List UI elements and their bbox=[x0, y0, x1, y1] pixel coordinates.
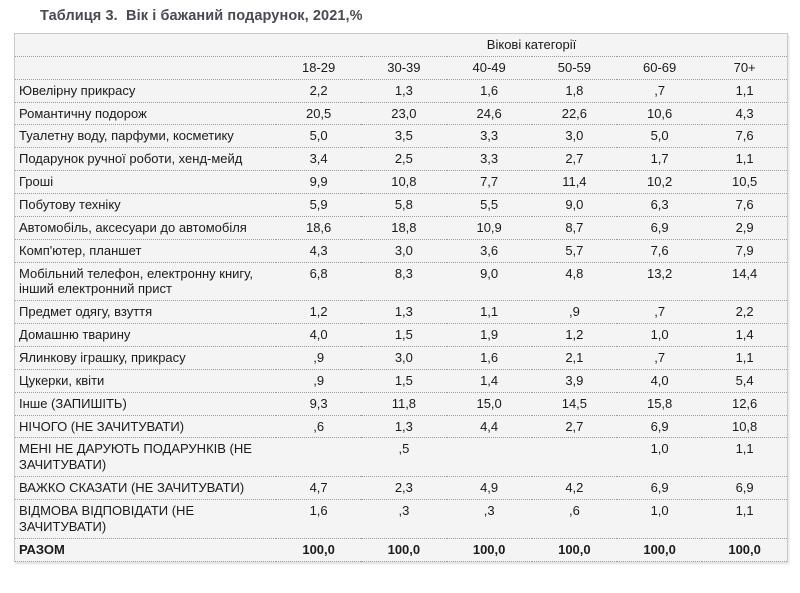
value-cell: 4,3 bbox=[276, 239, 361, 262]
value-cell: 3,0 bbox=[361, 347, 446, 370]
value-cell bbox=[447, 438, 532, 477]
value-cell: 4,4 bbox=[447, 415, 532, 438]
value-cell: 14,4 bbox=[702, 262, 787, 301]
value-cell: 6,9 bbox=[702, 477, 787, 500]
row-label: Цукерки, квіти bbox=[15, 369, 277, 392]
value-cell: ,7 bbox=[617, 79, 702, 102]
row-label: Побутову техніку bbox=[15, 194, 277, 217]
table-body bbox=[15, 79, 788, 561]
value-cell: 1,0 bbox=[617, 500, 702, 539]
value-cell: ,9 bbox=[276, 347, 361, 370]
row-label: Туалетну воду, парфуми, косметику bbox=[15, 125, 277, 148]
value-cell: 2,9 bbox=[702, 216, 787, 239]
value-cell: 18,8 bbox=[361, 216, 446, 239]
table-row bbox=[15, 538, 788, 561]
value-cell: 6,9 bbox=[617, 477, 702, 500]
table-row bbox=[15, 148, 788, 171]
value-cell: ,6 bbox=[532, 500, 617, 539]
table-header bbox=[15, 34, 788, 80]
table-row bbox=[15, 171, 788, 194]
value-cell: 7,7 bbox=[447, 171, 532, 194]
value-cell: 1,6 bbox=[447, 347, 532, 370]
value-cell: 2,1 bbox=[532, 347, 617, 370]
value-cell: 100,0 bbox=[617, 538, 702, 561]
value-cell: 2,2 bbox=[702, 301, 787, 324]
value-cell: 1,1 bbox=[702, 438, 787, 477]
value-cell: 1,5 bbox=[361, 324, 446, 347]
value-cell: 5,4 bbox=[702, 369, 787, 392]
table-row bbox=[15, 262, 788, 301]
value-cell: 18,6 bbox=[276, 216, 361, 239]
row-label: Автомобіль, аксесуари до автомобіля bbox=[15, 216, 277, 239]
value-cell: 3,0 bbox=[532, 125, 617, 148]
value-cell: 4,7 bbox=[276, 477, 361, 500]
value-cell: 1,3 bbox=[361, 415, 446, 438]
value-cell: 6,9 bbox=[617, 216, 702, 239]
table-row bbox=[15, 477, 788, 500]
value-cell: 7,6 bbox=[702, 194, 787, 217]
value-cell: 1,9 bbox=[447, 324, 532, 347]
value-cell: ,3 bbox=[361, 500, 446, 539]
value-cell: 5,0 bbox=[617, 125, 702, 148]
value-cell: 10,2 bbox=[617, 171, 702, 194]
value-cell: 3,6 bbox=[447, 239, 532, 262]
value-cell: 9,3 bbox=[276, 392, 361, 415]
value-cell: 5,0 bbox=[276, 125, 361, 148]
column-header: 40-49 bbox=[447, 56, 532, 79]
value-cell: 1,4 bbox=[702, 324, 787, 347]
value-cell: ,9 bbox=[532, 301, 617, 324]
value-cell: ,6 bbox=[276, 415, 361, 438]
column-header: 30-39 bbox=[361, 56, 446, 79]
row-label: МЕНІ НЕ ДАРУЮТЬ ПОДАРУНКІВ (НЕ ЗАЧИТУВАТИ) bbox=[15, 438, 277, 477]
value-cell: 3,5 bbox=[361, 125, 446, 148]
row-label: Ювелірну прикрасу bbox=[15, 79, 277, 102]
value-cell: 13,2 bbox=[617, 262, 702, 301]
column-header-row bbox=[15, 56, 788, 79]
row-label: Комп'ютер, планшет bbox=[15, 239, 277, 262]
row-label: Ялинкову іграшку, прикрасу bbox=[15, 347, 277, 370]
table-row bbox=[15, 102, 788, 125]
value-cell: 100,0 bbox=[702, 538, 787, 561]
value-cell: 5,8 bbox=[361, 194, 446, 217]
value-cell: 6,8 bbox=[276, 262, 361, 301]
table-row bbox=[15, 216, 788, 239]
row-label-header-empty bbox=[15, 56, 277, 79]
value-cell: 8,7 bbox=[532, 216, 617, 239]
row-label: Предмет одягу, взуття bbox=[15, 301, 277, 324]
value-cell: 11,4 bbox=[532, 171, 617, 194]
row-label: Домашню тварину bbox=[15, 324, 277, 347]
table-row bbox=[15, 239, 788, 262]
value-cell: ,9 bbox=[276, 369, 361, 392]
value-cell: 7,9 bbox=[702, 239, 787, 262]
value-cell: 6,3 bbox=[617, 194, 702, 217]
value-cell: 2,2 bbox=[276, 79, 361, 102]
table-row bbox=[15, 125, 788, 148]
value-cell: 100,0 bbox=[532, 538, 617, 561]
table-row bbox=[15, 438, 788, 477]
column-header: 70+ bbox=[702, 56, 787, 79]
group-header-row bbox=[15, 34, 788, 57]
value-cell: 10,8 bbox=[702, 415, 787, 438]
value-cell: 4,3 bbox=[702, 102, 787, 125]
value-cell: 100,0 bbox=[276, 538, 361, 561]
row-label: Романтичну подорож bbox=[15, 102, 277, 125]
table-row bbox=[15, 79, 788, 102]
table-row bbox=[15, 347, 788, 370]
value-cell: 5,5 bbox=[447, 194, 532, 217]
value-cell: 9,9 bbox=[276, 171, 361, 194]
value-cell: 15,0 bbox=[447, 392, 532, 415]
value-cell: 100,0 bbox=[447, 538, 532, 561]
value-cell: 3,9 bbox=[532, 369, 617, 392]
value-cell: 3,3 bbox=[447, 148, 532, 171]
value-cell: 1,1 bbox=[702, 148, 787, 171]
value-cell: 7,6 bbox=[617, 239, 702, 262]
value-cell: ,5 bbox=[361, 438, 446, 477]
value-cell: 1,8 bbox=[532, 79, 617, 102]
value-cell: 4,9 bbox=[447, 477, 532, 500]
value-cell: 24,6 bbox=[447, 102, 532, 125]
value-cell: 2,7 bbox=[532, 148, 617, 171]
value-cell: 1,3 bbox=[361, 301, 446, 324]
table-row bbox=[15, 392, 788, 415]
table-row bbox=[15, 194, 788, 217]
page-title: Таблиця 3. Вік і бажаний подарунок, 2021,% bbox=[40, 8, 363, 24]
value-cell: 11,8 bbox=[361, 392, 446, 415]
row-label: ВІДМОВА ВІДПОВІДАТИ (НЕ ЗАЧИТУВАТИ) bbox=[15, 500, 277, 539]
value-cell: ,7 bbox=[617, 347, 702, 370]
value-cell: 10,9 bbox=[447, 216, 532, 239]
value-cell: 1,6 bbox=[276, 500, 361, 539]
value-cell: 1,1 bbox=[447, 301, 532, 324]
value-cell: 7,6 bbox=[702, 125, 787, 148]
value-cell: 4,8 bbox=[532, 262, 617, 301]
row-label: Гроші bbox=[15, 171, 277, 194]
value-cell: ,7 bbox=[617, 301, 702, 324]
value-cell: 1,0 bbox=[617, 438, 702, 477]
value-cell: 5,9 bbox=[276, 194, 361, 217]
value-cell: 4,0 bbox=[276, 324, 361, 347]
table-row bbox=[15, 369, 788, 392]
value-cell: 1,7 bbox=[617, 148, 702, 171]
value-cell: 10,6 bbox=[617, 102, 702, 125]
value-cell: 3,3 bbox=[447, 125, 532, 148]
value-cell: 1,2 bbox=[532, 324, 617, 347]
value-cell: 12,6 bbox=[702, 392, 787, 415]
value-cell: 1,0 bbox=[617, 324, 702, 347]
value-cell: 1,2 bbox=[276, 301, 361, 324]
value-cell bbox=[276, 438, 361, 477]
value-cell: 4,0 bbox=[617, 369, 702, 392]
row-label: Інше (ЗАПИШІТЬ) bbox=[15, 392, 277, 415]
value-cell: 1,1 bbox=[702, 500, 787, 539]
table-row bbox=[15, 415, 788, 438]
value-cell: 2,7 bbox=[532, 415, 617, 438]
group-header-cell: Вікові категорії bbox=[486, 37, 577, 52]
value-cell: 6,9 bbox=[617, 415, 702, 438]
value-cell: 22,6 bbox=[532, 102, 617, 125]
value-cell: 1,4 bbox=[447, 369, 532, 392]
value-cell: 4,2 bbox=[532, 477, 617, 500]
value-cell: 1,3 bbox=[361, 79, 446, 102]
value-cell: 3,4 bbox=[276, 148, 361, 171]
row-label: НІЧОГО (НЕ ЗАЧИТУВАТИ) bbox=[15, 415, 277, 438]
value-cell: 9,0 bbox=[532, 194, 617, 217]
value-cell: 14,5 bbox=[532, 392, 617, 415]
age-gift-table bbox=[14, 33, 788, 562]
value-cell: 20,5 bbox=[276, 102, 361, 125]
value-cell: 2,5 bbox=[361, 148, 446, 171]
value-cell: 1,5 bbox=[361, 369, 446, 392]
value-cell: 2,3 bbox=[361, 477, 446, 500]
table-row bbox=[15, 500, 788, 539]
column-header: 18-29 bbox=[276, 56, 361, 79]
value-cell: 1,6 bbox=[447, 79, 532, 102]
row-label: РАЗОМ bbox=[15, 538, 277, 561]
table-row bbox=[15, 301, 788, 324]
value-cell: 23,0 bbox=[361, 102, 446, 125]
value-cell: 100,0 bbox=[361, 538, 446, 561]
row-label: Мобільний телефон, електронну книгу, інший електронний прист bbox=[15, 262, 277, 301]
value-cell: 1,1 bbox=[702, 347, 787, 370]
value-cell: 8,3 bbox=[361, 262, 446, 301]
corner-empty-cell bbox=[15, 34, 277, 57]
row-label: Подарунок ручної роботи, хенд-мейд bbox=[15, 148, 277, 171]
value-cell: ,3 bbox=[447, 500, 532, 539]
value-cell: 10,5 bbox=[702, 171, 787, 194]
value-cell: 1,1 bbox=[702, 79, 787, 102]
table-row bbox=[15, 324, 788, 347]
value-cell: 5,7 bbox=[532, 239, 617, 262]
column-header: 50-59 bbox=[532, 56, 617, 79]
value-cell: 15,8 bbox=[617, 392, 702, 415]
value-cell: 3,0 bbox=[361, 239, 446, 262]
value-cell bbox=[532, 438, 617, 477]
value-cell: 10,8 bbox=[361, 171, 446, 194]
column-header: 60-69 bbox=[617, 56, 702, 79]
row-label: ВАЖКО СКАЗАТИ (НЕ ЗАЧИТУВАТИ) bbox=[15, 477, 277, 500]
value-cell: 9,0 bbox=[447, 262, 532, 301]
